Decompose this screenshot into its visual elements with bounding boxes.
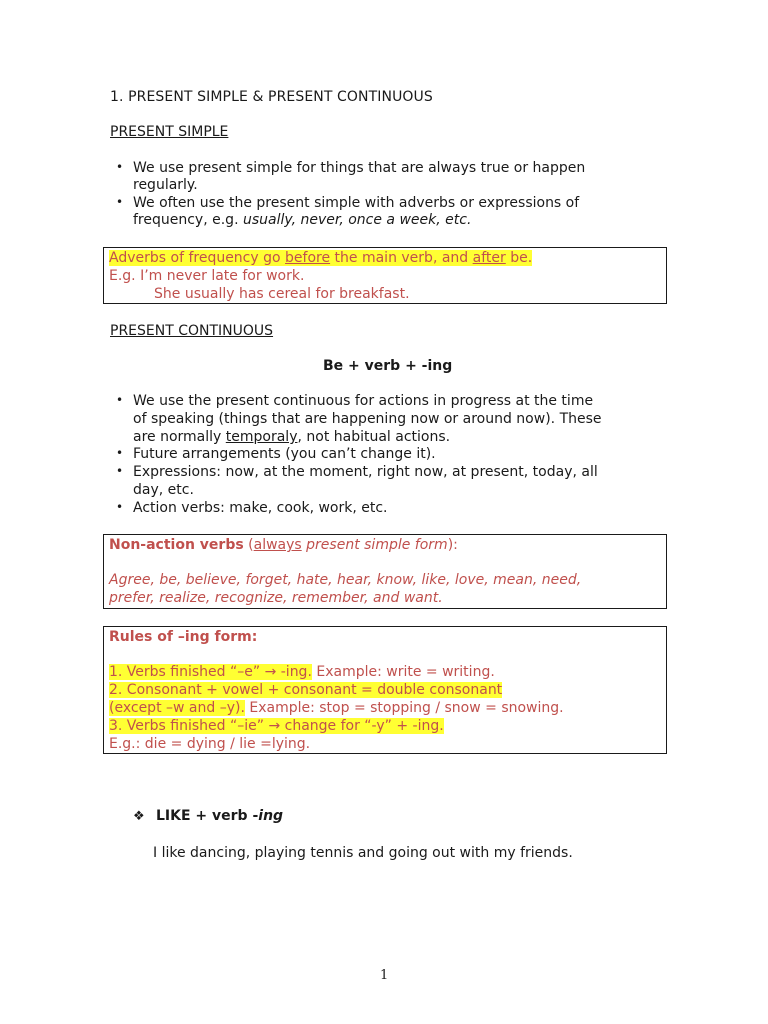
like-heading — [156, 808, 283, 825]
present-simple-heading: PRESENT SIMPLE — [110, 124, 229, 140]
present-continuous-heading: PRESENT CONTINUOUS — [110, 323, 274, 339]
pc-b1-temporaly: temporaly — [225, 429, 298, 445]
bullet-dot: • — [116, 464, 124, 478]
like-heading-ing: ing — [258, 808, 284, 824]
box1-text-c: the main verb, and — [330, 250, 473, 266]
ps-bullet-1-line2: regularly. — [133, 177, 198, 193]
like-example: I like dancing, playing tennis and going out with my friends. — [153, 845, 573, 861]
ps-bullet-2-line1: We often use the present simple with adverbs or expressions of — [133, 195, 580, 211]
box1-line2: E.g. I’m never late for work. — [109, 268, 305, 284]
pc-bullet-3-line1: Expressions: now, at the moment, right now, at present, today, all — [133, 464, 598, 480]
non-action-open: ( — [243, 537, 254, 553]
non-action-list-line1: Agree, be, believe, forget, hate, hear, know, like, love, mean, need, — [109, 572, 582, 588]
rule-2 — [109, 682, 502, 699]
rule-1-example: Example: write = writing. — [311, 664, 495, 680]
ps-bullet-2-plain: frequency, e.g. — [133, 212, 243, 228]
pc-bullet-1-line3 — [133, 429, 450, 446]
box1-line1 — [109, 250, 532, 267]
rule-2-highlight: 2. Consonant + vowel + consonant = double consonant — [109, 682, 503, 698]
pc-bullet-1-line1: We use the present continuous for actions in progress at the time — [133, 393, 594, 409]
rule-1 — [109, 664, 495, 681]
pc-bullet-1-line2: of speaking (things that are happening now or around now). These — [133, 411, 602, 427]
non-action-always: always — [253, 537, 302, 553]
box1-text-e: be. — [505, 250, 533, 266]
bullet-dot: • — [116, 500, 124, 514]
like-heading-bold: LIKE + verb - — [156, 808, 259, 824]
rule-3 — [109, 718, 444, 735]
page-number: 1 — [380, 968, 389, 983]
pc-bullet-2: Future arrangements (you can’t change it). — [133, 446, 436, 462]
section-title: 1. PRESENT SIMPLE & PRESENT CONTINUOUS — [110, 89, 433, 105]
diamond-bullet-icon: ❖ — [133, 809, 145, 824]
non-action-heading — [109, 537, 458, 554]
bullet-dot: • — [116, 195, 124, 209]
pc-bullet-4: Action verbs: make, cook, work, etc. — [133, 500, 388, 516]
rule-2-cont — [109, 700, 564, 717]
rule-2-except: (except –w and –y). — [109, 700, 245, 716]
pc-bullet-3-line2: day, etc. — [133, 482, 194, 498]
box1-text-a: Adverbs of frequency go — [109, 250, 286, 266]
ps-bullet-1-line1: We use present simple for things that are always true or happen — [133, 160, 586, 176]
rule-3-example: E.g.: die = dying / lie =lying. — [109, 736, 311, 752]
non-action-list-line2: prefer, realize, recognize, remember, and want. — [109, 590, 443, 606]
rule-3-highlight: 3. Verbs finished “–ie” → change for “-y” + -ing. — [109, 718, 444, 734]
ps-bullet-2-line2 — [133, 212, 471, 229]
pc-b1-text-a: are normally — [133, 429, 226, 445]
formula: Be + verb + -ing — [323, 358, 453, 374]
bullet-dot: • — [116, 446, 124, 460]
box1-line3: She usually has cereal for breakfast. — [154, 286, 410, 302]
non-action-close: ): — [447, 537, 458, 553]
rule-2-example: Example: stop = stopping / snow = snowing. — [244, 700, 564, 716]
bullet-dot: • — [116, 393, 124, 407]
ps-bullet-2-italic: usually, never, once a week, etc. — [242, 212, 472, 228]
pc-b1-text-c: , not habitual actions. — [297, 429, 451, 445]
non-action-rest: present simple form — [301, 537, 448, 553]
bullet-dot: • — [116, 160, 124, 174]
rule-1-highlight: 1. Verbs finished “–e” → -ing. — [109, 664, 312, 680]
box1-before: before — [285, 250, 331, 266]
rules-heading: Rules of –ing form: — [109, 629, 258, 645]
non-action-title: Non-action verbs — [109, 537, 244, 553]
box1-after: after — [472, 250, 506, 266]
